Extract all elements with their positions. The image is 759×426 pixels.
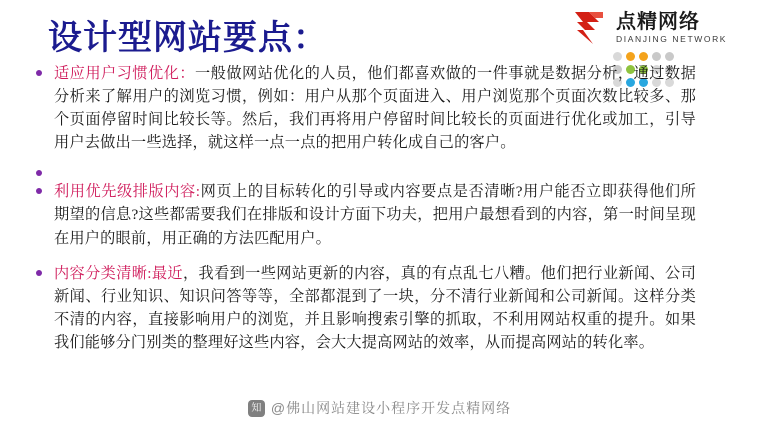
watermark-badge: 知 — [248, 400, 265, 417]
logo-name-cn: 点精网络 — [616, 11, 700, 34]
paragraph-body: 网页上的目标转化的引导或内容要点是否清晰?用户能否立即获得他们所期望的信息?这些都需要我们在排版和设计方面下功夫，把用户最想看到的内容，第一时间呈现在用户的眼前，用正确的方法匹配用户。 — [54, 183, 696, 247]
paragraph — [54, 62, 696, 154]
paragraph-lead: 适应用户习惯优化： — [54, 65, 195, 82]
page-title: 设计型网站要点： — [48, 20, 328, 57]
paragraph — [54, 180, 696, 249]
logo-dot — [639, 52, 648, 61]
logo-dot — [613, 52, 622, 61]
bullet-dot-icon — [36, 162, 54, 176]
paragraph-lead: 内容分类清晰:最近 — [54, 264, 183, 282]
bullet-dot-icon — [36, 262, 54, 276]
list-item — [36, 262, 696, 354]
bullet-dot-icon — [36, 62, 54, 76]
paragraph-lead: 利用优先级排版内容: — [54, 183, 201, 201]
logo-name-en: DIANJING NETWORK — [616, 34, 728, 45]
logo-dot — [652, 52, 661, 61]
watermark — [0, 398, 759, 418]
list-item — [36, 180, 696, 249]
logo-dot — [626, 52, 635, 61]
logo-mark-icon — [569, 8, 609, 48]
logo-dot — [665, 52, 674, 61]
paragraph — [54, 262, 696, 354]
watermark-text: @佛山网站建设小程序开发点精网络 — [270, 400, 512, 416]
paragraph-body: 一般做网站优化的人员，他们都喜欢做的一件事就是数据分析，通过数据分析来了解用户的浏览习惯，例如：用户从那个页面进入、用户浏览那个页面次数比较多、那个页面停留时间比较长等。然后，我们再将用户停留时间比较长的页面进行优化或加工，引导用户去做出一些选择，就这样一点一点的把用户转化成自己的客户。 — [54, 65, 696, 152]
bullet-list — [36, 62, 696, 356]
paragraph-body: ，我看到一些网站更新的内容，真的有点乱七八糟。他们把行业新闻、公司新闻、行业知识、知识问答等等，全部都混到了一块，分不清行业新闻和公司新闻。这样分类不清的内容，直接影响用户的浏览，并且影响搜索引擎的抓取，不利用网站权重的提升。如果我们能够分门别类的整理好这些内容，会大大提高网站的效率，从而提高网站的转化率。 — [54, 264, 696, 351]
list-item — [36, 162, 696, 178]
list-item — [36, 62, 696, 154]
bullet-dot-icon — [36, 180, 54, 194]
